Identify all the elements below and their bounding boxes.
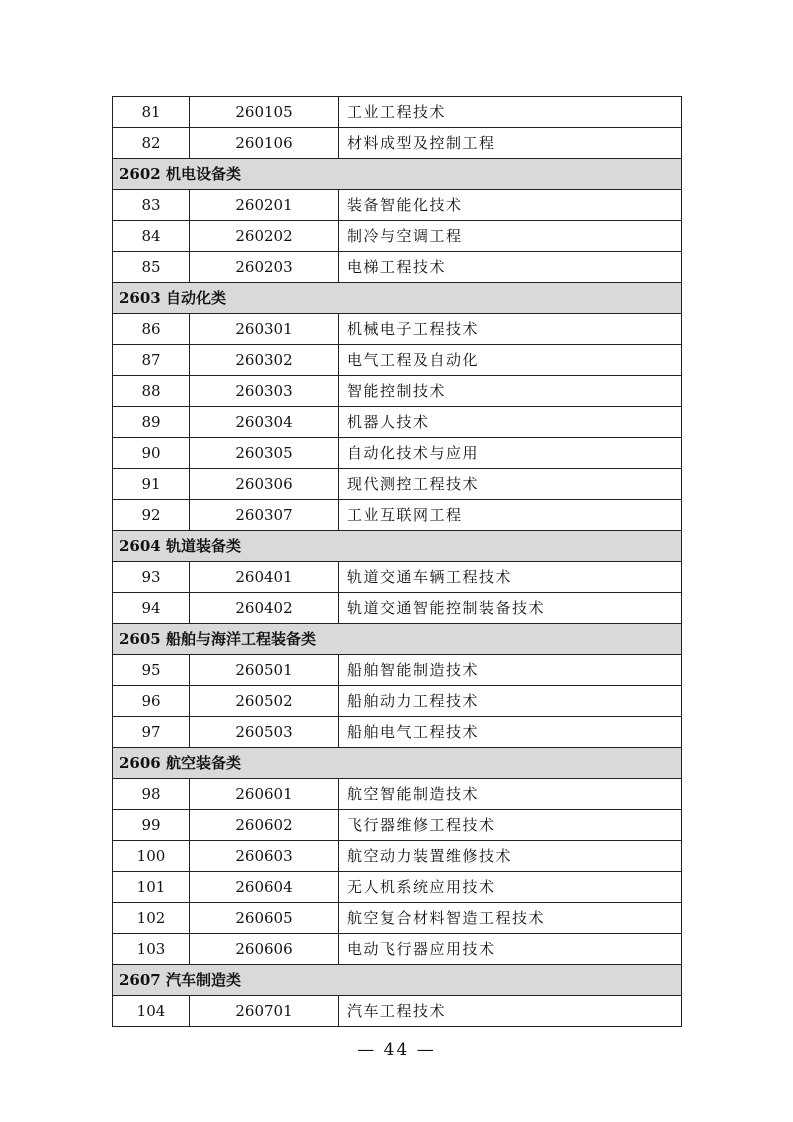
major-code-cell: 260501 <box>190 655 339 686</box>
category-label: 2607 汽车制造类 <box>113 965 682 996</box>
serial-number-cell: 93 <box>113 562 190 593</box>
major-name-cell: 机械电子工程技术 <box>339 314 682 345</box>
major-name-cell: 机器人技术 <box>339 407 682 438</box>
major-name-cell: 制冷与空调工程 <box>339 221 682 252</box>
major-name-cell: 轨道交通智能控制装备技术 <box>339 593 682 624</box>
major-name-cell: 电动飞行器应用技术 <box>339 934 682 965</box>
category-row <box>113 283 682 314</box>
serial-number-cell: 84 <box>113 221 190 252</box>
major-code-cell: 260305 <box>190 438 339 469</box>
category-label: 2606 航空装备类 <box>113 748 682 779</box>
serial-number-cell: 103 <box>113 934 190 965</box>
table-row <box>113 562 682 593</box>
table-row <box>113 500 682 531</box>
major-name-cell: 装备智能化技术 <box>339 190 682 221</box>
table-row <box>113 903 682 934</box>
category-row <box>113 748 682 779</box>
serial-number-cell: 102 <box>113 903 190 934</box>
table-row <box>113 934 682 965</box>
category-row <box>113 159 682 190</box>
major-code-cell: 260306 <box>190 469 339 500</box>
serial-number-cell: 98 <box>113 779 190 810</box>
major-name-cell: 船舶动力工程技术 <box>339 686 682 717</box>
major-name-cell: 自动化技术与应用 <box>339 438 682 469</box>
major-code-cell: 260603 <box>190 841 339 872</box>
major-code-cell: 260502 <box>190 686 339 717</box>
serial-number-cell: 92 <box>113 500 190 531</box>
table-row <box>113 345 682 376</box>
serial-number-cell: 82 <box>113 128 190 159</box>
serial-number-cell: 95 <box>113 655 190 686</box>
major-code-cell: 260201 <box>190 190 339 221</box>
serial-number-cell: 81 <box>113 97 190 128</box>
serial-number-cell: 88 <box>113 376 190 407</box>
table-row <box>113 996 682 1027</box>
table-row <box>113 686 682 717</box>
table-row <box>113 717 682 748</box>
majors-table <box>112 96 682 1027</box>
table-row <box>113 810 682 841</box>
table-row <box>113 97 682 128</box>
major-name-cell: 无人机系统应用技术 <box>339 872 682 903</box>
major-name-cell: 汽车工程技术 <box>339 996 682 1027</box>
major-code-cell: 260105 <box>190 97 339 128</box>
major-code-cell: 260604 <box>190 872 339 903</box>
major-code-cell: 260601 <box>190 779 339 810</box>
major-name-cell: 飞行器维修工程技术 <box>339 810 682 841</box>
major-code-cell: 260304 <box>190 407 339 438</box>
major-code-cell: 260203 <box>190 252 339 283</box>
major-code-cell: 260307 <box>190 500 339 531</box>
serial-number-cell: 104 <box>113 996 190 1027</box>
serial-number-cell: 85 <box>113 252 190 283</box>
table-row <box>113 779 682 810</box>
table-row <box>113 314 682 345</box>
major-name-cell: 智能控制技术 <box>339 376 682 407</box>
major-code-cell: 260106 <box>190 128 339 159</box>
major-name-cell: 电气工程及自动化 <box>339 345 682 376</box>
category-row <box>113 965 682 996</box>
table-row <box>113 376 682 407</box>
category-label: 2603 自动化类 <box>113 283 682 314</box>
major-name-cell: 航空动力装置维修技术 <box>339 841 682 872</box>
serial-number-cell: 96 <box>113 686 190 717</box>
table-row <box>113 128 682 159</box>
serial-number-cell: 86 <box>113 314 190 345</box>
major-code-cell: 260402 <box>190 593 339 624</box>
table-row <box>113 407 682 438</box>
serial-number-cell: 87 <box>113 345 190 376</box>
major-code-cell: 260401 <box>190 562 339 593</box>
major-code-cell: 260503 <box>190 717 339 748</box>
majors-table-body <box>113 97 682 1027</box>
major-code-cell: 260202 <box>190 221 339 252</box>
table-row <box>113 252 682 283</box>
major-name-cell: 工业互联网工程 <box>339 500 682 531</box>
category-label: 2604 轨道装备类 <box>113 531 682 562</box>
table-row <box>113 469 682 500</box>
major-code-cell: 260606 <box>190 934 339 965</box>
table-row <box>113 655 682 686</box>
table-row <box>113 593 682 624</box>
major-name-cell: 船舶智能制造技术 <box>339 655 682 686</box>
serial-number-cell: 94 <box>113 593 190 624</box>
page-number: — 44 — <box>357 1040 436 1060</box>
category-row <box>113 531 682 562</box>
major-name-cell: 航空复合材料智造工程技术 <box>339 903 682 934</box>
category-label: 2602 机电设备类 <box>113 159 682 190</box>
major-code-cell: 260701 <box>190 996 339 1027</box>
table-row <box>113 190 682 221</box>
major-name-cell: 电梯工程技术 <box>339 252 682 283</box>
major-code-cell: 260303 <box>190 376 339 407</box>
major-name-cell: 工业工程技术 <box>339 97 682 128</box>
serial-number-cell: 83 <box>113 190 190 221</box>
major-name-cell: 航空智能制造技术 <box>339 779 682 810</box>
major-code-cell: 260605 <box>190 903 339 934</box>
serial-number-cell: 90 <box>113 438 190 469</box>
major-name-cell: 现代测控工程技术 <box>339 469 682 500</box>
major-code-cell: 260301 <box>190 314 339 345</box>
serial-number-cell: 91 <box>113 469 190 500</box>
serial-number-cell: 100 <box>113 841 190 872</box>
table-row <box>113 438 682 469</box>
major-code-cell: 260602 <box>190 810 339 841</box>
table-row <box>113 841 682 872</box>
major-name-cell: 轨道交通车辆工程技术 <box>339 562 682 593</box>
major-code-cell: 260302 <box>190 345 339 376</box>
major-name-cell: 材料成型及控制工程 <box>339 128 682 159</box>
serial-number-cell: 99 <box>113 810 190 841</box>
serial-number-cell: 89 <box>113 407 190 438</box>
table-row <box>113 221 682 252</box>
category-row <box>113 624 682 655</box>
serial-number-cell: 97 <box>113 717 190 748</box>
category-label: 2605 船舶与海洋工程装备类 <box>113 624 682 655</box>
serial-number-cell: 101 <box>113 872 190 903</box>
major-name-cell: 船舶电气工程技术 <box>339 717 682 748</box>
table-row <box>113 872 682 903</box>
